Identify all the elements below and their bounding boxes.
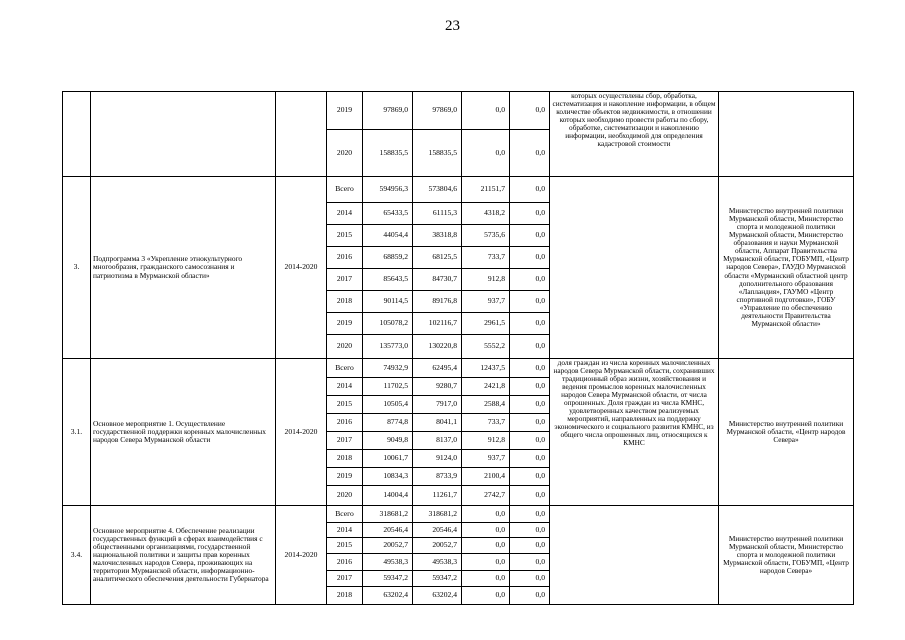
federal-budget-cell: 2588,4 xyxy=(462,396,510,414)
regional-budget-cell: 158835,5 xyxy=(413,130,462,177)
federal-budget-cell: 733,7 xyxy=(462,414,510,432)
other-sources-cell: 0,0 xyxy=(510,523,550,538)
other-sources-cell: 0,0 xyxy=(510,396,550,414)
program-name-cell: Подпрограмма 3 «Укрепление этнокультурного многообразия, гражданского самосознания и патриотизма в Мурманской области» xyxy=(91,177,276,359)
year-cell: 2015 xyxy=(327,538,363,554)
federal-budget-cell: 937,7 xyxy=(462,291,510,313)
regional-budget-cell: 89176,8 xyxy=(413,291,462,313)
federal-budget-cell: 912,8 xyxy=(462,269,510,291)
year-cell: 2017 xyxy=(327,269,363,291)
federal-budget-cell: 2961,5 xyxy=(462,313,510,335)
year-cell: 2019 xyxy=(327,313,363,335)
year-cell: 2017 xyxy=(327,571,363,587)
other-sources-cell: 0,0 xyxy=(510,291,550,313)
regional-budget-cell: 318681,2 xyxy=(413,506,462,523)
federal-budget-cell: 12437,5 xyxy=(462,359,510,378)
other-sources-cell: 0,0 xyxy=(510,587,550,605)
total-funding-cell: 74932,9 xyxy=(363,359,413,378)
federal-budget-cell: 0,0 xyxy=(462,587,510,605)
regional-budget-cell: 97869,0 xyxy=(413,92,462,130)
table-row xyxy=(63,177,854,203)
total-funding-cell: 59347,2 xyxy=(363,571,413,587)
federal-budget-cell: 0,0 xyxy=(462,571,510,587)
year-cell: 2018 xyxy=(327,291,363,313)
other-sources-cell: 0,0 xyxy=(510,554,550,571)
year-cell: 2017 xyxy=(327,432,363,450)
other-sources-cell: 0,0 xyxy=(510,378,550,396)
period-cell xyxy=(276,92,327,177)
other-sources-cell: 0,0 xyxy=(510,177,550,203)
regional-budget-cell: 20052,7 xyxy=(413,538,462,554)
table-row xyxy=(63,506,854,523)
federal-budget-cell: 2100,4 xyxy=(462,468,510,486)
regional-budget-cell: 62495,4 xyxy=(413,359,462,378)
page-number: 23 xyxy=(445,18,460,34)
year-cell: 2016 xyxy=(327,247,363,269)
other-sources-cell: 0,0 xyxy=(510,359,550,378)
regional-budget-cell: 20546,4 xyxy=(413,523,462,538)
regional-budget-cell: 8041,1 xyxy=(413,414,462,432)
total-funding-cell: 63202,4 xyxy=(363,587,413,605)
row-number-cell xyxy=(63,92,91,177)
total-funding-cell: 318681,2 xyxy=(363,506,413,523)
executor-cell: Министерство внутренней политики Мурманской области, Министерство спорта и молодежной политики Мурманской области, Министерство образования и науки Мурманской области, Аппарат Правительства Мурманской области, ГОБУМП, «Центр народов Севера», ГАУДО Мурманской области «Мурманский областной центр дополнительного образования «Лапландия», ГАУМО «Центр спортивной подготовки», ГОБУ «Управление по обеспечению деятельности Правительства Мурманской области» xyxy=(719,177,854,359)
total-funding-cell: 105078,2 xyxy=(363,313,413,335)
program-table xyxy=(62,91,854,605)
total-funding-cell: 158835,5 xyxy=(363,130,413,177)
row-number-cell: 3.4. xyxy=(63,506,91,605)
other-sources-cell: 0,0 xyxy=(510,450,550,468)
federal-budget-cell: 733,7 xyxy=(462,247,510,269)
executor-cell: Министерство внутренней политики Мурманской области, Министерство спорта и молодежной политики Мурманской области, ГОБУМП, «Центр народов Севера» xyxy=(719,506,854,605)
regional-budget-cell: 49538,3 xyxy=(413,554,462,571)
executor-cell: Министерство внутренней политики Мурманской области, «Центр народов Севера» xyxy=(719,359,854,506)
federal-budget-cell: 0,0 xyxy=(462,506,510,523)
regional-budget-cell: 9124,0 xyxy=(413,450,462,468)
other-sources-cell: 0,0 xyxy=(510,486,550,506)
total-funding-cell: 9049,8 xyxy=(363,432,413,450)
regional-budget-cell: 38318,8 xyxy=(413,225,462,247)
federal-budget-cell: 2742,7 xyxy=(462,486,510,506)
other-sources-cell: 0,0 xyxy=(510,247,550,269)
indicator-cell: доля граждан из числа коренных малочисленных народов Севера Мурманской области, сохранивших традиционный образ жизни, хозяйствования и ведения промыслов коренных малочисленных народов Севера Мурманской области, от числа опрошенных. Доля граждан из числа КМНС, удовлетворенных качеством реализуемых мероприятий, направленных на поддержку экономического и социального развития КМНС, из общего числа опрошенных лиц, относящихся к КМНС xyxy=(550,359,719,506)
year-cell: 2020 xyxy=(327,486,363,506)
regional-budget-cell: 8137,0 xyxy=(413,432,462,450)
federal-budget-cell: 0,0 xyxy=(462,92,510,130)
total-funding-cell: 90114,5 xyxy=(363,291,413,313)
regional-budget-cell: 68125,5 xyxy=(413,247,462,269)
period-cell: 2014-2020 xyxy=(276,359,327,506)
other-sources-cell: 0,0 xyxy=(510,130,550,177)
regional-budget-cell: 130220,8 xyxy=(413,335,462,359)
total-funding-cell: 135773,0 xyxy=(363,335,413,359)
year-cell: 2016 xyxy=(327,414,363,432)
executor-cell xyxy=(719,92,854,177)
year-cell: 2018 xyxy=(327,587,363,605)
other-sources-cell: 0,0 xyxy=(510,468,550,486)
federal-budget-cell: 5735,6 xyxy=(462,225,510,247)
regional-budget-cell: 63202,4 xyxy=(413,587,462,605)
year-cell: 2020 xyxy=(327,130,363,177)
total-funding-cell: 85643,5 xyxy=(363,269,413,291)
year-cell: 2014 xyxy=(327,523,363,538)
other-sources-cell: 0,0 xyxy=(510,313,550,335)
year-cell: Всего xyxy=(327,177,363,203)
period-cell: 2014-2020 xyxy=(276,506,327,605)
year-cell: 2019 xyxy=(327,92,363,130)
total-funding-cell: 68859,2 xyxy=(363,247,413,269)
other-sources-cell: 0,0 xyxy=(510,432,550,450)
other-sources-cell: 0,0 xyxy=(510,269,550,291)
year-cell: 2018 xyxy=(327,450,363,468)
total-funding-cell: 10505,4 xyxy=(363,396,413,414)
year-cell: 2015 xyxy=(327,225,363,247)
other-sources-cell: 0,0 xyxy=(510,506,550,523)
year-cell: Всего xyxy=(327,359,363,378)
regional-budget-cell: 8733,9 xyxy=(413,468,462,486)
period-cell: 2014-2020 xyxy=(276,177,327,359)
total-funding-cell: 20546,4 xyxy=(363,523,413,538)
program-name-cell xyxy=(91,92,276,177)
year-cell: 2016 xyxy=(327,554,363,571)
year-cell: 2019 xyxy=(327,468,363,486)
year-cell: 2014 xyxy=(327,378,363,396)
regional-budget-cell: 61115,3 xyxy=(413,203,462,225)
total-funding-cell: 49538,3 xyxy=(363,554,413,571)
federal-budget-cell: 0,0 xyxy=(462,523,510,538)
indicator-cell: которых осуществлены сбор, обработка, систематизация и накопление информации, в общем количестве объектов недвижимости, в отношении которых необходимо провести работы по сбору, обработке, систематизации и накоплению информации, необходимой для определения кадастровой стоимости xyxy=(550,92,719,177)
total-funding-cell: 65433,5 xyxy=(363,203,413,225)
federal-budget-cell: 21151,7 xyxy=(462,177,510,203)
total-funding-cell: 14004,4 xyxy=(363,486,413,506)
program-name-cell: Основное мероприятие 1. Осуществление государственной поддержки коренных малочисленных народов Севера Мурманской области xyxy=(91,359,276,506)
year-cell: 2015 xyxy=(327,396,363,414)
total-funding-cell: 44054,4 xyxy=(363,225,413,247)
regional-budget-cell: 84730,7 xyxy=(413,269,462,291)
federal-budget-cell: 4318,2 xyxy=(462,203,510,225)
other-sources-cell: 0,0 xyxy=(510,225,550,247)
federal-budget-cell: 2421,8 xyxy=(462,378,510,396)
other-sources-cell: 0,0 xyxy=(510,538,550,554)
table-row xyxy=(63,92,854,130)
row-number-cell: 3.1. xyxy=(63,359,91,506)
total-funding-cell: 97869,0 xyxy=(363,92,413,130)
regional-budget-cell: 11261,7 xyxy=(413,486,462,506)
other-sources-cell: 0,0 xyxy=(510,571,550,587)
other-sources-cell: 0,0 xyxy=(510,414,550,432)
regional-budget-cell: 102116,7 xyxy=(413,313,462,335)
federal-budget-cell: 0,0 xyxy=(462,554,510,571)
federal-budget-cell: 5552,2 xyxy=(462,335,510,359)
program-name-cell: Основное мероприятие 4. Обеспечение реализации государственных функций в сферах взаимодействия с общественными организациями, государственной национальной политики и защиты прав коренных малочисленных народов Севера, проживающих на территории Мурманской области, информационно-аналитического обеспечения деятельности Губернатора xyxy=(91,506,276,605)
year-cell: 2020 xyxy=(327,335,363,359)
federal-budget-cell: 0,0 xyxy=(462,130,510,177)
indicator-cell xyxy=(550,177,719,359)
year-cell: Всего xyxy=(327,506,363,523)
row-number-cell: 3. xyxy=(63,177,91,359)
other-sources-cell: 0,0 xyxy=(510,335,550,359)
regional-budget-cell: 59347,2 xyxy=(413,571,462,587)
regional-budget-cell: 573804,6 xyxy=(413,177,462,203)
other-sources-cell: 0,0 xyxy=(510,92,550,130)
regional-budget-cell: 9280,7 xyxy=(413,378,462,396)
total-funding-cell: 8774,8 xyxy=(363,414,413,432)
regional-budget-cell: 7917,0 xyxy=(413,396,462,414)
federal-budget-cell: 937,7 xyxy=(462,450,510,468)
total-funding-cell: 11702,5 xyxy=(363,378,413,396)
total-funding-cell: 594956,3 xyxy=(363,177,413,203)
federal-budget-cell: 912,8 xyxy=(462,432,510,450)
indicator-cell xyxy=(550,506,719,605)
total-funding-cell: 20052,7 xyxy=(363,538,413,554)
table-row xyxy=(63,359,854,378)
year-cell: 2014 xyxy=(327,203,363,225)
other-sources-cell: 0,0 xyxy=(510,203,550,225)
total-funding-cell: 10834,3 xyxy=(363,468,413,486)
federal-budget-cell: 0,0 xyxy=(462,538,510,554)
total-funding-cell: 10061,7 xyxy=(363,450,413,468)
